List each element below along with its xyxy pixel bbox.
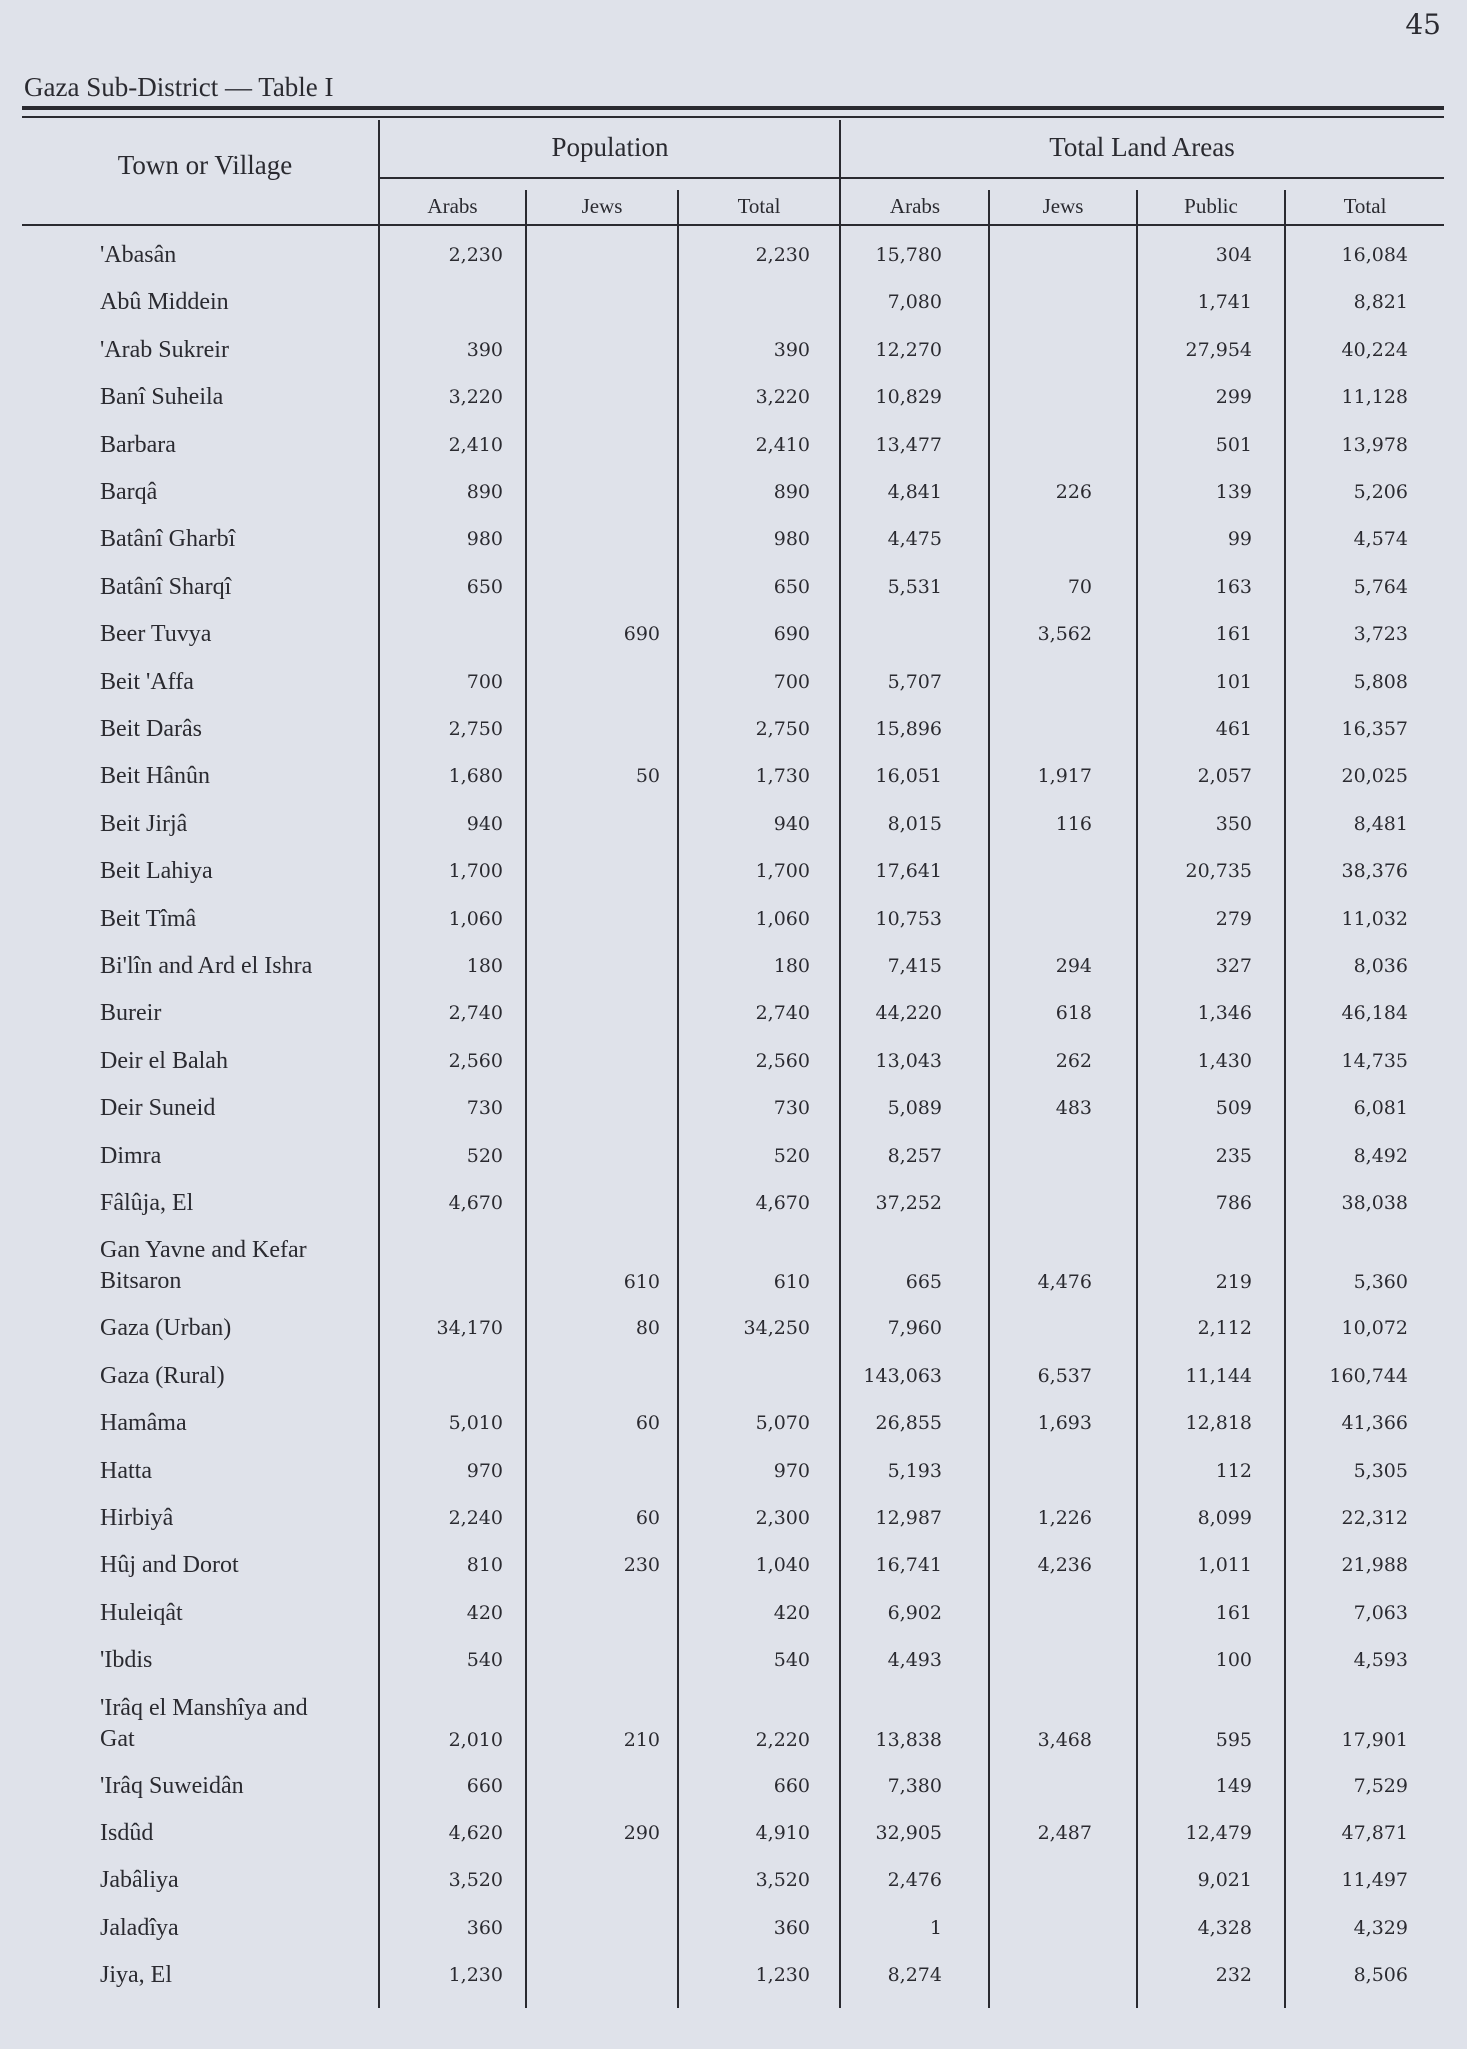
cell-pt: 1,730 bbox=[755, 765, 810, 788]
cell-lt: 8,506 bbox=[1353, 1964, 1408, 1987]
cell-pj: 50 bbox=[635, 765, 660, 788]
cell-la: 13,043 bbox=[875, 1049, 942, 1072]
cell-lt: 5,360 bbox=[1353, 1271, 1408, 1294]
cell-pa: 700 bbox=[466, 670, 503, 693]
cell-pa: 5,010 bbox=[448, 1412, 503, 1435]
cell-lt: 38,376 bbox=[1341, 860, 1408, 883]
table-row bbox=[0, 714, 1467, 761]
table-row bbox=[0, 1503, 1467, 1550]
cell-lp: 509 bbox=[1215, 1097, 1252, 1120]
header-pop-total: Total bbox=[737, 194, 781, 218]
cell-lt: 40,224 bbox=[1341, 338, 1408, 361]
row-name: Bureir bbox=[100, 1000, 162, 1027]
cell-pa: 2,740 bbox=[448, 1002, 503, 1025]
cell-pa: 2,010 bbox=[448, 1728, 503, 1751]
table-row bbox=[0, 1046, 1467, 1093]
table-row bbox=[0, 951, 1467, 998]
cell-la: 10,753 bbox=[875, 907, 942, 930]
cell-lt: 7,063 bbox=[1353, 1601, 1408, 1624]
cell-pt: 2,410 bbox=[755, 433, 810, 456]
cell-pt: 690 bbox=[773, 623, 810, 646]
cell-lt: 16,084 bbox=[1341, 244, 1408, 266]
cell-pa: 4,670 bbox=[448, 1192, 503, 1214]
cell-lp: 219 bbox=[1215, 1271, 1252, 1294]
cell-pa: 2,750 bbox=[448, 718, 503, 740]
cell-lp: 501 bbox=[1215, 433, 1252, 456]
table-row bbox=[0, 287, 1467, 334]
cell-lp: 20,735 bbox=[1185, 860, 1252, 883]
cell-pt: 2,740 bbox=[755, 1002, 810, 1025]
row-name: Gan Yavne and Kefar Bitsaron bbox=[100, 1237, 307, 1295]
cell-pa: 390 bbox=[466, 338, 503, 361]
cell-lt: 8,821 bbox=[1353, 291, 1408, 314]
cell-la: 17,641 bbox=[875, 860, 942, 883]
cell-pt: 2,750 bbox=[755, 718, 810, 740]
cell-la: 7,380 bbox=[887, 1774, 942, 1797]
row-name: Barqâ bbox=[100, 479, 158, 505]
cell-pa: 660 bbox=[466, 1774, 503, 1797]
cell-lp: 232 bbox=[1215, 1964, 1252, 1987]
cell-lj: 1,917 bbox=[1037, 765, 1092, 788]
row-name: Fâlûja, El bbox=[100, 1190, 194, 1216]
cell-lt: 5,764 bbox=[1353, 575, 1408, 598]
table-row bbox=[0, 1913, 1467, 1960]
cell-pt: 34,250 bbox=[743, 1317, 810, 1340]
cell-pa: 1,230 bbox=[448, 1964, 503, 1987]
table-row bbox=[0, 477, 1467, 524]
header-land-total: Total bbox=[1343, 194, 1387, 218]
cell-lj: 70 bbox=[1067, 575, 1092, 598]
row-name: Gaza (Rural) bbox=[100, 1362, 225, 1389]
cell-lt: 5,206 bbox=[1353, 481, 1408, 503]
cell-lj: 483 bbox=[1055, 1097, 1092, 1120]
page-number: 45 bbox=[1405, 8, 1441, 41]
cell-pt: 2,300 bbox=[755, 1507, 810, 1529]
row-name: Abû Middein bbox=[100, 289, 229, 316]
header-land-public: Public bbox=[1184, 194, 1238, 218]
cell-pa: 3,220 bbox=[448, 386, 503, 409]
cell-lp: 786 bbox=[1215, 1192, 1252, 1214]
cell-pa: 420 bbox=[466, 1601, 503, 1624]
cell-lj: 3,468 bbox=[1037, 1728, 1092, 1751]
cell-pt: 5,070 bbox=[755, 1412, 810, 1435]
cell-pa: 4,620 bbox=[448, 1822, 503, 1844]
cell-lt: 13,978 bbox=[1341, 433, 1408, 456]
cell-lt: 38,038 bbox=[1341, 1192, 1408, 1214]
cell-la: 44,220 bbox=[875, 1002, 942, 1025]
cell-la: 5,193 bbox=[887, 1459, 942, 1482]
table-row bbox=[0, 1645, 1467, 1692]
table-row bbox=[0, 430, 1467, 477]
row-name: Deir el Balah bbox=[100, 1047, 228, 1074]
table-row bbox=[0, 1598, 1467, 1645]
cell-pt: 2,560 bbox=[755, 1049, 810, 1072]
cell-lp: 350 bbox=[1215, 812, 1252, 835]
cell-pt: 970 bbox=[773, 1459, 810, 1482]
header-bottom-rule bbox=[22, 224, 1444, 226]
cell-pa: 1,700 bbox=[448, 860, 503, 883]
cell-pt: 1,060 bbox=[755, 907, 810, 930]
cell-la: 10,829 bbox=[875, 386, 942, 409]
cell-pj: 60 bbox=[635, 1412, 660, 1435]
cell-la: 13,477 bbox=[875, 433, 942, 456]
row-name: Deir Suneid bbox=[100, 1095, 216, 1122]
row-name: Beit Lahiya bbox=[100, 858, 213, 885]
cell-pt: 540 bbox=[773, 1649, 810, 1672]
cell-lt: 21,988 bbox=[1341, 1554, 1408, 1577]
table-row bbox=[0, 1960, 1467, 2007]
table-row bbox=[0, 1818, 1467, 1865]
cell-lp: 461 bbox=[1215, 718, 1252, 740]
row-name: Hatta bbox=[100, 1457, 152, 1484]
cell-pt: 730 bbox=[773, 1097, 810, 1120]
cell-lp: 12,818 bbox=[1185, 1412, 1252, 1435]
cell-pt: 4,910 bbox=[755, 1822, 810, 1844]
cell-lt: 4,574 bbox=[1353, 528, 1408, 551]
row-name: Hirbiyâ bbox=[100, 1505, 174, 1531]
cell-la: 665 bbox=[905, 1271, 942, 1294]
cell-la: 7,960 bbox=[887, 1317, 942, 1340]
cell-lp: 112 bbox=[1215, 1459, 1252, 1482]
cell-la: 12,987 bbox=[875, 1507, 942, 1529]
cell-lp: 1,430 bbox=[1197, 1049, 1252, 1072]
cell-lp: 595 bbox=[1215, 1728, 1252, 1751]
cell-pa: 34,170 bbox=[436, 1317, 503, 1340]
cell-la: 5,089 bbox=[887, 1097, 942, 1120]
table-row bbox=[0, 1188, 1467, 1235]
row-name: Beit Jirjâ bbox=[100, 810, 188, 837]
cell-lt: 8,492 bbox=[1353, 1144, 1408, 1167]
row-name: 'Arab Sukreir bbox=[100, 336, 229, 363]
cell-lt: 4,329 bbox=[1353, 1916, 1408, 1939]
row-name: 'Abasân bbox=[100, 242, 177, 268]
cell-lp: 27,954 bbox=[1185, 338, 1252, 361]
cell-pt: 390 bbox=[773, 338, 810, 361]
table-row bbox=[0, 856, 1467, 903]
cell-lt: 41,366 bbox=[1341, 1412, 1408, 1435]
cell-la: 5,531 bbox=[887, 575, 942, 598]
cell-la: 7,080 bbox=[887, 291, 942, 314]
cell-pa: 810 bbox=[466, 1554, 503, 1577]
header-land-arabs: Arabs bbox=[889, 194, 941, 218]
header-pop-jews: Jews bbox=[581, 194, 623, 218]
row-name: Beit Tîmâ bbox=[100, 905, 197, 932]
cell-la: 6,902 bbox=[887, 1601, 942, 1624]
table-row bbox=[0, 1550, 1467, 1597]
top-rule-thin bbox=[22, 116, 1444, 118]
cell-lp: 9,021 bbox=[1197, 1869, 1252, 1892]
cell-pt: 2,230 bbox=[755, 244, 810, 266]
cell-la: 32,905 bbox=[875, 1822, 942, 1844]
cell-la: 2,476 bbox=[887, 1869, 942, 1892]
cell-lt: 14,735 bbox=[1341, 1049, 1408, 1072]
cell-pa: 360 bbox=[466, 1916, 503, 1939]
cell-pa: 650 bbox=[466, 575, 503, 598]
table-row bbox=[0, 1141, 1467, 1188]
cell-lp: 11,144 bbox=[1185, 1364, 1252, 1387]
cell-pa: 980 bbox=[466, 528, 503, 551]
table-row bbox=[0, 1093, 1467, 1140]
row-name: 'Irâq el Manshîya and Gat bbox=[100, 1694, 308, 1752]
cell-pa: 2,240 bbox=[448, 1507, 503, 1529]
table-row bbox=[0, 1771, 1467, 1818]
cell-lj: 4,476 bbox=[1037, 1271, 1092, 1294]
cell-pa: 1,680 bbox=[448, 765, 503, 788]
table-row bbox=[0, 572, 1467, 619]
cell-la: 26,855 bbox=[875, 1412, 942, 1435]
cell-pa: 890 bbox=[466, 481, 503, 503]
row-name: Batânî Sharqî bbox=[100, 573, 232, 600]
table-row bbox=[0, 1235, 1467, 1313]
cell-lt: 4,593 bbox=[1353, 1649, 1408, 1672]
cell-la: 4,841 bbox=[887, 481, 942, 503]
cell-pa: 2,560 bbox=[448, 1049, 503, 1072]
cell-lj: 3,562 bbox=[1037, 623, 1092, 646]
cell-la: 37,252 bbox=[875, 1192, 942, 1214]
header-pop-arabs: Arabs bbox=[427, 194, 478, 218]
table-row bbox=[0, 240, 1467, 287]
header-population: Population bbox=[551, 132, 669, 162]
table-row bbox=[0, 382, 1467, 429]
cell-la: 16,051 bbox=[875, 765, 942, 788]
cell-lt: 11,497 bbox=[1341, 1869, 1408, 1892]
row-name: Gaza (Urban) bbox=[100, 1315, 232, 1342]
cell-la: 16,741 bbox=[875, 1554, 942, 1577]
cell-lt: 11,032 bbox=[1341, 907, 1408, 930]
cell-lj: 4,236 bbox=[1037, 1554, 1092, 1577]
cell-lp: 149 bbox=[1215, 1774, 1252, 1797]
cell-lt: 6,081 bbox=[1353, 1097, 1408, 1120]
cell-pa: 970 bbox=[466, 1459, 503, 1482]
cell-pa: 520 bbox=[466, 1144, 503, 1167]
cell-lp: 100 bbox=[1215, 1649, 1252, 1672]
cell-pa: 2,410 bbox=[448, 433, 503, 456]
cell-lp: 1,011 bbox=[1197, 1554, 1252, 1577]
table-row bbox=[0, 1408, 1467, 1455]
cell-lt: 3,723 bbox=[1353, 623, 1408, 646]
row-name: Banî Suheila bbox=[100, 384, 224, 411]
cell-pt: 180 bbox=[773, 955, 810, 977]
cell-lt: 160,744 bbox=[1329, 1364, 1408, 1387]
row-name: Jaladîya bbox=[100, 1914, 179, 1941]
row-name: Isdûd bbox=[100, 1820, 154, 1846]
cell-pt: 1,230 bbox=[755, 1964, 810, 1987]
cell-lp: 101 bbox=[1215, 670, 1252, 693]
cell-lj: 618 bbox=[1055, 1002, 1092, 1025]
cell-la: 7,415 bbox=[887, 955, 942, 977]
cell-lp: 12,479 bbox=[1185, 1822, 1252, 1844]
cell-lt: 11,128 bbox=[1341, 386, 1408, 409]
cell-lp: 304 bbox=[1215, 244, 1252, 266]
cell-la: 4,475 bbox=[887, 528, 942, 551]
cell-lt: 8,481 bbox=[1353, 812, 1408, 835]
row-name: Jiya, El bbox=[100, 1962, 172, 1989]
cell-pt: 3,520 bbox=[755, 1869, 810, 1892]
row-name: 'Irâq Suweidân bbox=[100, 1772, 244, 1799]
cell-lp: 327 bbox=[1215, 955, 1252, 977]
table-row bbox=[0, 524, 1467, 571]
table-row bbox=[0, 761, 1467, 808]
cell-lt: 47,871 bbox=[1341, 1822, 1408, 1844]
cell-pj: 610 bbox=[623, 1271, 660, 1294]
cell-lt: 20,025 bbox=[1341, 765, 1408, 788]
cell-lj: 6,537 bbox=[1037, 1364, 1092, 1387]
page-title: Gaza Sub-District — Table I bbox=[24, 72, 334, 102]
cell-lp: 8,099 bbox=[1197, 1507, 1252, 1529]
header-land: Total Land Areas bbox=[1049, 132, 1235, 162]
cell-la: 15,896 bbox=[875, 718, 942, 740]
cell-pt: 4,670 bbox=[755, 1192, 810, 1214]
table-row bbox=[0, 1361, 1467, 1408]
cell-la: 15,780 bbox=[875, 244, 942, 266]
table-row bbox=[0, 998, 1467, 1045]
table-row bbox=[0, 1865, 1467, 1912]
row-name: Huleiqât bbox=[100, 1599, 183, 1626]
table-row bbox=[0, 619, 1467, 666]
row-name: Hamâma bbox=[100, 1410, 187, 1437]
cell-lt: 5,305 bbox=[1353, 1459, 1408, 1482]
cell-lp: 2,112 bbox=[1197, 1317, 1252, 1340]
cell-lp: 163 bbox=[1215, 575, 1252, 598]
header-land-jews: Jews bbox=[1042, 194, 1084, 218]
cell-pa: 3,520 bbox=[448, 1869, 503, 1892]
cell-pt: 660 bbox=[773, 1774, 810, 1797]
row-name: Beit 'Affa bbox=[100, 668, 194, 695]
cell-lt: 17,901 bbox=[1341, 1728, 1408, 1751]
cell-pt: 1,700 bbox=[755, 860, 810, 883]
cell-lp: 161 bbox=[1215, 1601, 1252, 1624]
cell-pt: 420 bbox=[773, 1601, 810, 1624]
cell-pa: 730 bbox=[466, 1097, 503, 1120]
row-name: Barbara bbox=[100, 431, 176, 458]
table-row bbox=[0, 1693, 1467, 1771]
cell-pt: 360 bbox=[773, 1916, 810, 1939]
row-name: 'Ibdis bbox=[100, 1647, 153, 1674]
cell-pt: 890 bbox=[773, 481, 810, 503]
cell-pa: 1,060 bbox=[448, 907, 503, 930]
cell-lp: 235 bbox=[1215, 1144, 1252, 1167]
cell-lj: 262 bbox=[1055, 1049, 1092, 1072]
cell-la: 8,274 bbox=[887, 1964, 942, 1987]
table-row bbox=[0, 1313, 1467, 1360]
cell-lj: 1,693 bbox=[1037, 1412, 1092, 1435]
header-divider bbox=[378, 177, 1444, 179]
row-name: Jabâliya bbox=[100, 1867, 179, 1894]
cell-lp: 139 bbox=[1215, 481, 1252, 503]
cell-lp: 161 bbox=[1215, 623, 1252, 646]
top-rule bbox=[22, 106, 1444, 110]
cell-lt: 22,312 bbox=[1341, 1507, 1408, 1529]
cell-pt: 2,220 bbox=[755, 1728, 810, 1751]
cell-lj: 226 bbox=[1055, 481, 1092, 503]
cell-lp: 99 bbox=[1227, 528, 1252, 551]
table-row bbox=[0, 1456, 1467, 1503]
row-name: Batânî Gharbî bbox=[100, 526, 236, 553]
cell-la: 12,270 bbox=[875, 338, 942, 361]
cell-lt: 10,072 bbox=[1341, 1317, 1408, 1340]
table-row bbox=[0, 667, 1467, 714]
table-row bbox=[0, 904, 1467, 951]
row-name: Bi'lîn and Ard el Ishra bbox=[100, 953, 313, 979]
cell-pj: 80 bbox=[635, 1317, 660, 1340]
cell-lt: 8,036 bbox=[1353, 955, 1408, 977]
cell-pt: 650 bbox=[773, 575, 810, 598]
cell-la: 8,257 bbox=[887, 1144, 942, 1167]
row-name: Beit Hânûn bbox=[100, 763, 210, 790]
cell-lt: 16,357 bbox=[1341, 718, 1408, 740]
row-name: Beit Darâs bbox=[100, 716, 202, 742]
cell-lp: 279 bbox=[1215, 907, 1252, 930]
cell-lt: 7,529 bbox=[1353, 1774, 1408, 1797]
cell-pj: 210 bbox=[623, 1728, 660, 1751]
row-name: Beer Tuvya bbox=[100, 621, 212, 648]
cell-lp: 2,057 bbox=[1197, 765, 1252, 788]
cell-pj: 690 bbox=[623, 623, 660, 646]
cell-la: 8,015 bbox=[887, 812, 942, 835]
cell-pj: 60 bbox=[635, 1507, 660, 1529]
cell-lt: 46,184 bbox=[1341, 1002, 1408, 1025]
cell-la: 1 bbox=[929, 1916, 942, 1939]
row-name: Hûj and Dorot bbox=[100, 1552, 239, 1579]
cell-lj: 294 bbox=[1055, 955, 1092, 977]
cell-pt: 700 bbox=[773, 670, 810, 693]
cell-lp: 1,346 bbox=[1197, 1002, 1252, 1025]
cell-lp: 299 bbox=[1215, 386, 1252, 409]
cell-lt: 5,808 bbox=[1353, 670, 1408, 693]
cell-la: 5,707 bbox=[887, 670, 942, 693]
cell-pt: 940 bbox=[773, 812, 810, 835]
cell-pt: 520 bbox=[773, 1144, 810, 1167]
cell-pa: 540 bbox=[466, 1649, 503, 1672]
cell-lp: 1,741 bbox=[1197, 291, 1252, 314]
cell-pa: 180 bbox=[466, 955, 503, 977]
cell-pj: 230 bbox=[623, 1554, 660, 1577]
row-name: Dimra bbox=[100, 1142, 162, 1169]
cell-pa: 2,230 bbox=[448, 244, 503, 266]
table-row bbox=[0, 335, 1467, 382]
table-row bbox=[0, 809, 1467, 856]
cell-pt: 610 bbox=[773, 1271, 810, 1294]
cell-pt: 980 bbox=[773, 528, 810, 551]
cell-lj: 1,226 bbox=[1037, 1507, 1092, 1529]
cell-pt: 1,040 bbox=[755, 1554, 810, 1577]
header-town: Town or Village bbox=[117, 150, 293, 180]
cell-lp: 4,328 bbox=[1197, 1916, 1252, 1939]
cell-la: 13,838 bbox=[875, 1728, 942, 1751]
cell-la: 4,493 bbox=[887, 1649, 942, 1672]
cell-pa: 940 bbox=[466, 812, 503, 835]
cell-pj: 290 bbox=[623, 1822, 660, 1844]
cell-pt: 3,220 bbox=[755, 386, 810, 409]
cell-lj: 116 bbox=[1055, 812, 1092, 835]
cell-lj: 2,487 bbox=[1037, 1822, 1092, 1844]
cell-la: 143,063 bbox=[863, 1364, 942, 1387]
